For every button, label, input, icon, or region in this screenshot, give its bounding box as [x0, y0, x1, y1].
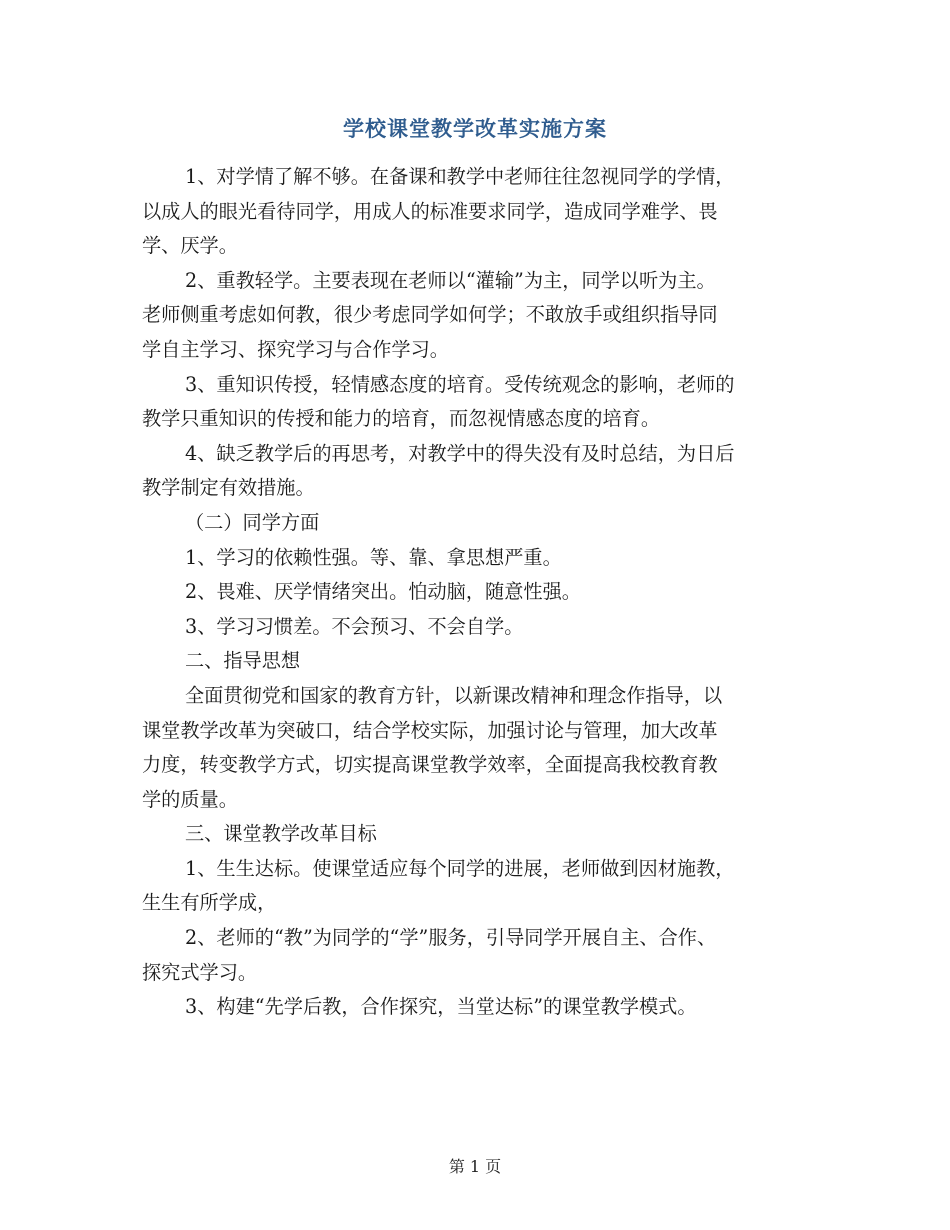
- paragraph-line: 教学制定有效措施。: [142, 476, 315, 500]
- paragraph-line: 2、老师的“教”为同学的“学”服务，引导同学开展自主、合作、: [185, 926, 717, 950]
- paragraph-line: 1、对学情了解不够。在备课和教学中老师往往忽视同学的学情，: [185, 165, 735, 188]
- document-title: 学校课堂教学改革实施方案: [343, 116, 607, 141]
- paragraph-line: 教学只重知识的传授和能力的培育，而忽视情感态度的培育。: [142, 407, 661, 431]
- section-heading: （二）同学方面: [185, 510, 320, 534]
- paragraph-line: 1、生生达标。使课堂适应每个同学的进展，老师做到因材施教，: [185, 856, 735, 880]
- paragraph-line: 课堂教学改革为突破口，结合学校实际，加强讨论与管理，加大改革: [142, 718, 718, 742]
- section-heading: 二、指导思想: [185, 649, 301, 673]
- section-heading: 三、课堂教学改革目标: [185, 822, 377, 846]
- paragraph-line: 学自主学习、探究学习与合作学习。: [142, 337, 449, 361]
- paragraph-line: 3、构建“先学后教，合作探究，当堂达标”的课堂教学模式。: [185, 995, 697, 1019]
- paragraph-line: 3、重知识传授，轻情感态度的培育。受传统观念的影响，老师的: [185, 372, 735, 396]
- page-number: 第 1 页: [448, 1157, 502, 1176]
- paragraph-line: 探究式学习。: [142, 960, 258, 984]
- paragraph-line: 2、重教轻学。主要表现在老师以“灌输”为主，同学以听为主。: [185, 268, 716, 292]
- paragraph-line: 学、厌学。: [142, 234, 238, 258]
- paragraph-line: 老师侧重考虑如何教，很少考虑同学如何学；不敢放手或组织指导同: [142, 303, 718, 327]
- paragraph-line: 力度，转变教学方式，切实提高课堂教学效率，全面提高我校教育教: [142, 753, 718, 777]
- paragraph-line: 1、学习的依赖性强。等、靠、拿思想严重。: [185, 545, 562, 569]
- paragraph-line: 生生有所学成，: [142, 891, 277, 915]
- document-body: [142, 160, 814, 1025]
- paragraph-line: 2、畏难、厌学情绪突出。怕动脑，随意性强。: [185, 580, 581, 604]
- paragraph-line: 学的质量。: [142, 787, 238, 811]
- paragraph-line: 以成人的眼光看待同学，用成人的标准要求同学，造成同学难学、畏: [142, 199, 718, 223]
- paragraph-line: 3、学习习惯差。不会预习、不会自学。: [185, 614, 524, 638]
- paragraph-line: 4、缺乏教学后的再思考，对教学中的得失没有及时总结，为日后: [185, 441, 735, 465]
- paragraph-line: 全面贯彻党和国家的教育方针，以新课改精神和理念作指导，以: [185, 683, 723, 707]
